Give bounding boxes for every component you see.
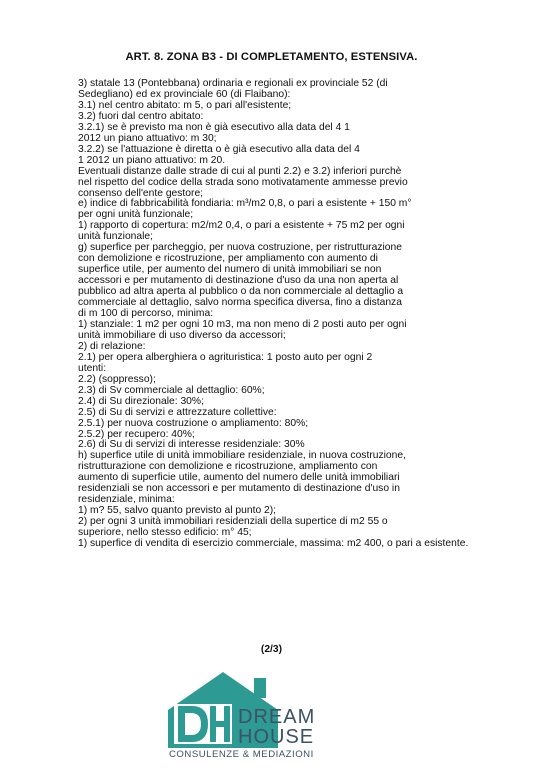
body-line: g) superfice per parcheggio, per nuova costruzione, per ristrutturazione [78,242,402,254]
body-line: 2.5.2) per recupero: 40%; [78,428,195,440]
body-line: 2012 un piano attuativo: m 30; [78,132,217,144]
body-line: superfice utile, per aumento del numero di unità immobiliari se non [78,264,382,276]
body-line: unità funzionale; [78,231,153,243]
body-line: 2) per ogni 3 unità immobiliari residenziali della supertice di m2 55 o [78,516,388,528]
body-line: 2.5.1) per nuova costruzione o ampliamento: 80%; [78,417,309,429]
logo-word-house: HOUSE [238,726,315,748]
body-line: 3.2.1) se è previsto ma non è già esecutivo alla data del 4 1 [78,121,350,133]
body-line: accessori e per mutamento di destinazione d'uso da una non aperta al [78,275,399,287]
body-line: 2.6) di Su di servizi di interesse residenziale: 30% [78,439,305,451]
body-line: 3.2) fuori dal centro abitato: [78,110,204,122]
article-body [78,79,498,550]
article-title: ART. 8. ZONA B3 - DI COMPLETAMENTO, ESTENSIVA. [125,51,418,63]
page-number: (2/3) [260,644,283,655]
body-line: residenziali se non accessori e per mutamento di destinazione d'uso in [78,483,400,495]
body-line: superiore, nello stesso edificio: m° 45; [78,527,252,539]
body-line: 2.5) di Su di servizi e attrezzature collettive: [78,406,277,418]
body-line: Sedegliano) ed ex provinciale 60 (di Flaibano): [78,88,291,100]
body-line: 2.1) per opera alberghiera o agrituristica: 1 posto auto per ogni 2 [78,351,373,363]
dream-house-logo [166,670,346,762]
body-line: con demolizione e ricostruzione, per ampliamento con aumento di [78,253,378,265]
body-line: residenziale, minima: [78,494,175,506]
body-line: consenso dell'ente gestore; [78,187,204,199]
body-line: 1) rapporto di copertura: m2/m2 0,4, o pari a esistente + 75 m2 per ogni [78,220,405,232]
body-line: pubblico ad altra aperta al pubblico o da non commerciale al dettaglio a [78,286,404,298]
body-line: 2.2) (soppresso); [78,373,156,385]
logo-tagline: CONSULENZE & MEDIAZIONI [169,749,314,760]
body-line: 1 2012 un piano attuativo: m 20. [78,154,226,166]
body-line: ristrutturazione con demolizione e ricostruzione, ampliamento con [78,461,378,473]
body-line: commerciale al dettaglio, salvo norma specifica diversa, fino a distanza [78,297,402,309]
body-line: 1) superfice di vendita di esercizio commerciale, massima: m2 400, o pari a esistente. [78,538,469,550]
body-line: Eventuali distanze dalle strade di cui al punti 2.2) e 3.2) inferiori purchè [78,165,402,177]
body-line: 2) di relazione: [78,340,146,352]
body-line: 1) m? 55, salvo quanto previsto al punto 2); [78,505,277,517]
body-line: per ogni unità funzionale; [78,209,194,221]
body-line: 3.2.2) se l'attuazione è diretta o è già esecutivo alla data del 4 [78,143,360,155]
body-line: 3) statale 13 (Pontebbana) ordinaria e regionali ex provinciale 52 (di [78,78,388,89]
body-line: 1) stanziale: 1 m2 per ogni 10 m3, ma non meno di 2 posti auto per ogni [78,318,407,330]
body-line: di m 100 di percorso, minima: [78,308,214,320]
body-line: 2.4) di Su direzionale: 30%; [78,395,204,407]
body-line: 2.3) di Sv commerciale al dettaglio: 60%; [78,384,265,396]
body-line: unità immobiliare di uso diverso da accessori; [78,329,286,341]
body-line: utenti: [78,362,107,374]
logo-word-dream: DREAM [238,706,316,728]
body-line: e) indice di fabbricabilità fondiaria: m³/m2 0,8, o pari a esistente + 150 m° [78,198,412,210]
body-line: h) superfice utile di unità immobiliare residenziale, in nuova costruzione, [78,450,406,462]
body-line: nel rispetto del codice della strada sono motivatamente ammesse previo [78,176,408,188]
body-line: aumento di superficie utile, aumento del numero delle unità immobiliari [78,472,400,484]
body-line: 3.1) nel centro abitato: m 5, o pari all'esistente; [78,99,292,111]
